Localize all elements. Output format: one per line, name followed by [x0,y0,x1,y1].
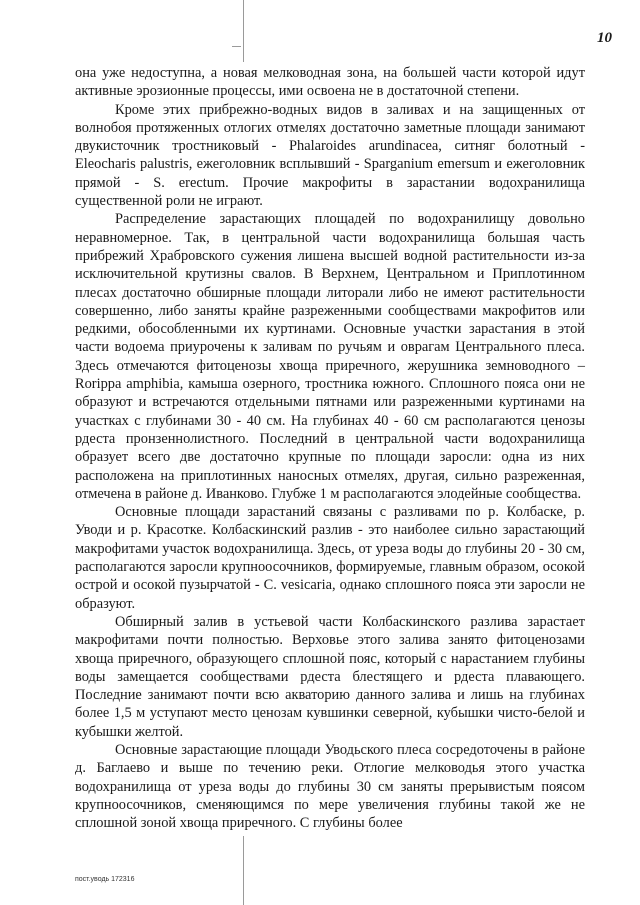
document-body [75,64,585,832]
paragraph-4: Основные площади зарастаний связаны с разливами по р. Колбаске, р. Уводи и р. Красотке. Колбаскинский разлив - это наиболее сильно зарастающий макрофитами участок водохранилища. Здесь, от уреза воды до глубины 20 - 30 см, располагаются заросли крупноосочников, формируемые, главным образом, осокой острой и осокой пузырчатой - C. vesicaria, однако сплошного пояса эти заросли не образуют. [75,504,585,612]
page-number: 10 [597,30,612,46]
paragraph-5: Обширный залив в устьевой части Колбаскинского разлива зарастает макрофитами почти полностью. Верховье этого залива занято фитоценозами хвоща приречного, образующего сплошной пояс, который с нарастанием глубины воды замещается сообществами рдеста блестящего и рдеста плавающего. Последние занимают почти всю акваторию данного залива и лишь на глубинах более 1,5 м уступают место ценозам кувшинки северной, кубышки чисто-белой и кубышки желтой. [75,613,585,740]
margin-line-top [243,0,244,62]
margin-tick [232,46,241,47]
paragraph-2: Кроме этих прибрежно-водных видов в заливах и на защищенных от волнобоя протяженных отлогих отмелях достаточно заметные площади занимают двукисточник тростниковый - Phalaroides arundinacea, ситняг болотный - Eleocharis palustris, ежеголовник всплывший - Sparganium emersum и ежеголовник прямой - S. erectum. Прочие макрофиты в зарастании водохранилища существенной роли не играют. [75,101,585,210]
margin-line-bottom [243,836,244,905]
paragraph-3: Распределение зарастающих площадей по водохранилищу довольно неравномерное. Так, в центральной части водохранилища большая часть прибрежий Храбровского сужения лишена высшей водной растительности из-за исключительной крутизны свалов. В Верхнем, Центральном и Приплотинном плесах достаточно обширные площади литорали либо не имеют растительности совершенно, либо заняты крайне разреженными сообществами макрофитов или редкими, обособленными их куртинами. Основные участки зарастания в этой части водоема приурочены к заливам по ручьям и оврагам Центрального плеса. Здесь отмечаются фитоценозы хвоща приречного, жерушника земноводного – Rorippa amphibia, камыша озерного, тростника южного. Сплошного пояса они не образуют и встречаются отдельными пятнами или разреженными куртинами на участках с глубинами 30 - 40 см. На глубинах 40 - 60 см располагаются ценозы рдеста пронзеннолистного. Последний в центральной части водохранилища образует всего две достаточно крупные по площади заросли: одна из них расположена на приплотинных наносных отмелях, другая, сильно разреженная, отмечена в районе д. Иванково. Глубже 1 м располагаются элодейные сообщества. [75,211,585,502]
paragraph-1: она уже недоступна, а новая мелководная зона, на большей части которой идут активные эрозионные процессы, ими освоена не в достаточной степени. [75,65,585,100]
document-footer-code: пост.уводь 172316 [75,876,135,883]
paragraph-6: Основные зарастающие площади Уводьского плеса сосредоточены в районе д. Баглаево и выше по течению реки. Отлогие мелководья этого участка водохранилища от уреза воды до глубины 30 см заняты прерывистым поясом крупноосочников, сменяющимся по мере увеличения глубины такой же не сплошной зоной хвоща приречного. С глубины более [75,741,585,832]
